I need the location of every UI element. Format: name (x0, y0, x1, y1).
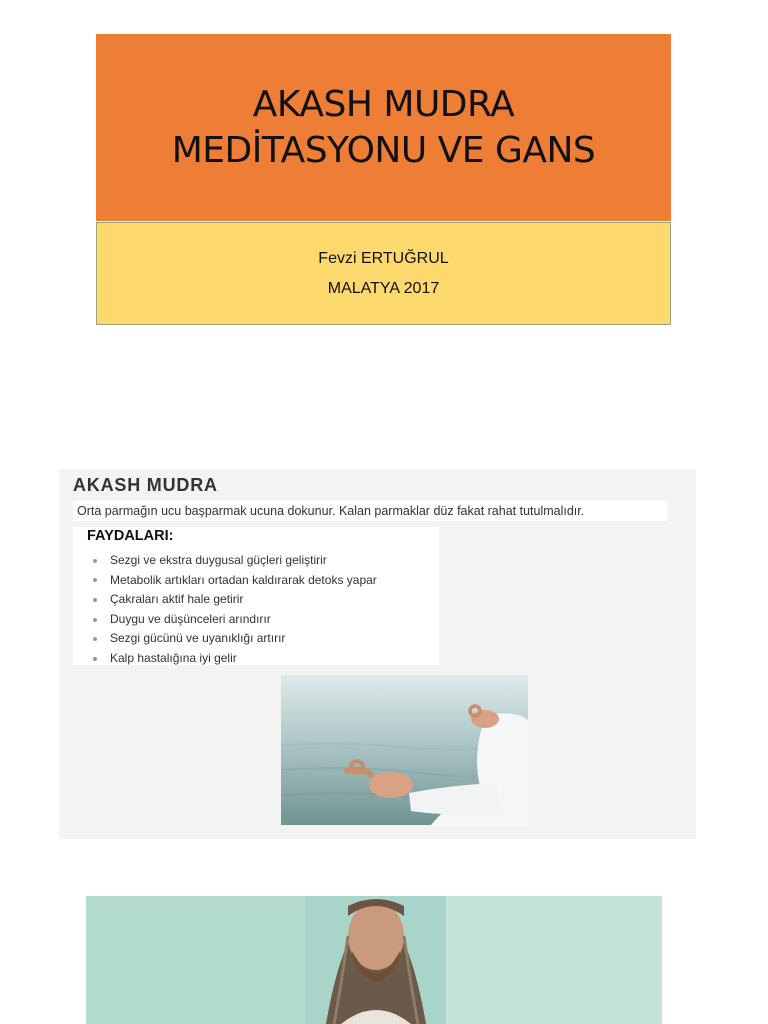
list-item (93, 571, 377, 591)
title-slide (96, 34, 673, 326)
akash-mudra-slide (59, 469, 696, 839)
list-item (93, 610, 377, 630)
benefit-text: Çakraları aktif hale getirir (110, 592, 244, 607)
title-line-1: AKASH MUDRA (252, 83, 515, 125)
benefits-panel (73, 527, 439, 665)
meditating-man-photo (86, 896, 662, 1024)
bullet-icon (93, 657, 97, 661)
benefit-text: Sezgi ve ekstra duygusal güçleri geliştirir (110, 553, 327, 567)
benefit-text: Sezgi gücünü ve uyanıklığı artırır (110, 631, 286, 646)
benefit-text: Duygu ve düşünceleri arındırır (110, 611, 271, 626)
list-item (93, 629, 377, 649)
slide-title: AKASH MUDRA (73, 475, 218, 495)
title-banner (96, 34, 671, 221)
subtitle-banner (96, 222, 671, 325)
bullet-icon (93, 578, 97, 582)
list-item (93, 551, 377, 571)
title-line-2: MEDİTASYONU VE GANS (171, 129, 596, 171)
benefits-list (93, 551, 377, 669)
list-item (93, 649, 377, 669)
bullet-icon (93, 637, 97, 641)
bullet-icon (93, 598, 97, 602)
benefits-heading: FAYDALARI: (87, 528, 174, 544)
slide-description: Orta parmağın ucu başparmak ucuna dokunur. Kalan parmaklar düz fakat rahat tutulmalıdır. (73, 501, 667, 521)
place-year: MALATYA 2017 (327, 279, 440, 297)
benefit-text: Metabolik artıkları ortadan kaldırarak detoks yapar (110, 572, 377, 587)
bullet-icon (93, 559, 97, 563)
benefit-text: Kalp hastalığına iyi gelir (110, 650, 237, 665)
list-item (93, 590, 377, 610)
author-name: Fevzi ERTUĞRUL (318, 249, 449, 267)
meditation-hands-photo (281, 675, 528, 825)
bullet-icon (93, 618, 97, 622)
